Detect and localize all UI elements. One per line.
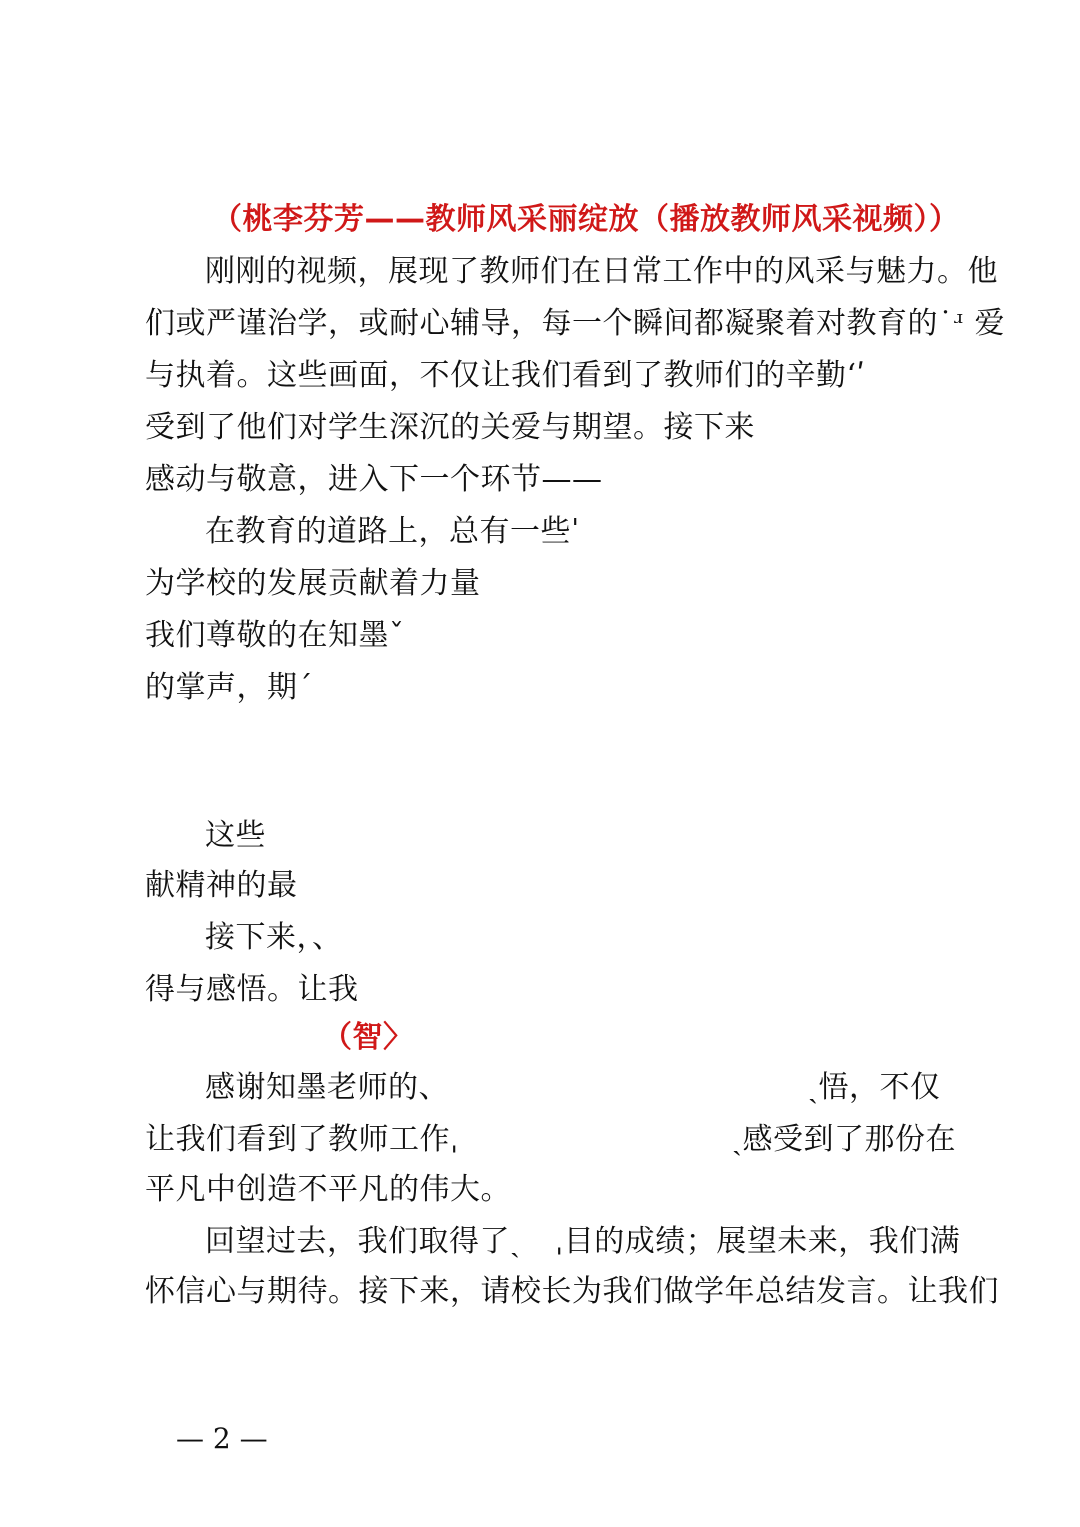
paragraph-line: 怀信心与期待。接下来，请校长为我们做学年总结发言。让我们: [145, 1274, 999, 1309]
paragraph-line: 感谢知墨老师的、: [205, 1070, 449, 1105]
paragraph-line: 们或严谨治学，或耐心辅导，每一个瞬间都凝聚着对教育的˙ʴ 爱: [145, 306, 1005, 341]
paragraph-line: 平凡中创造不平凡的伟大。: [145, 1172, 511, 1207]
paragraph-line: 的掌声，期ˊ: [145, 670, 313, 705]
paragraph-line: 在教育的道路上，总有一些ˈ: [205, 514, 580, 549]
paragraph-line: 回望过去，我们取得了ˎ: [205, 1224, 521, 1259]
paragraph-line: 献精神的最: [145, 868, 298, 903]
paragraph-line: 为学校的发展贡献着力量: [145, 566, 481, 601]
paragraph-line: 让我们看到了教师工作ˌ: [145, 1122, 459, 1157]
paragraph-line: 受到了他们对学生深沉的关爱与期望。接下来: [145, 410, 755, 445]
paragraph-line-fragment: ˎ感受到了那份在: [732, 1122, 956, 1157]
paragraph-line: 我们尊敬的在知墨ˇ: [145, 618, 405, 653]
paragraph-line-fragment: ˌ目的成绩；展望未来，我们满: [555, 1224, 961, 1259]
paragraph-line: 感动与敬意，进入下一个环节——: [145, 462, 603, 497]
section-heading-partial: （智〉: [322, 1020, 414, 1055]
paragraph-line: 得与感悟。让我: [145, 972, 359, 1007]
paragraph-line: 与执着。这些画面，不仅让我们看到了教师们的辛勤ʻʹ: [145, 358, 866, 393]
paragraph-line: 接下来，、: [205, 920, 343, 955]
page-number: — 2 —: [176, 1422, 268, 1455]
paragraph-line-fragment: ˎ悟，不仅: [808, 1070, 941, 1105]
paragraph-line: 刚刚的视频，展现了教师们在日常工作中的风采与魅力。他: [205, 254, 998, 289]
section-heading-teacher-showcase: （桃李芬芳——教师风采丽绽放（播放教师风采视频））: [212, 202, 960, 237]
paragraph-line: 这些: [205, 818, 266, 853]
